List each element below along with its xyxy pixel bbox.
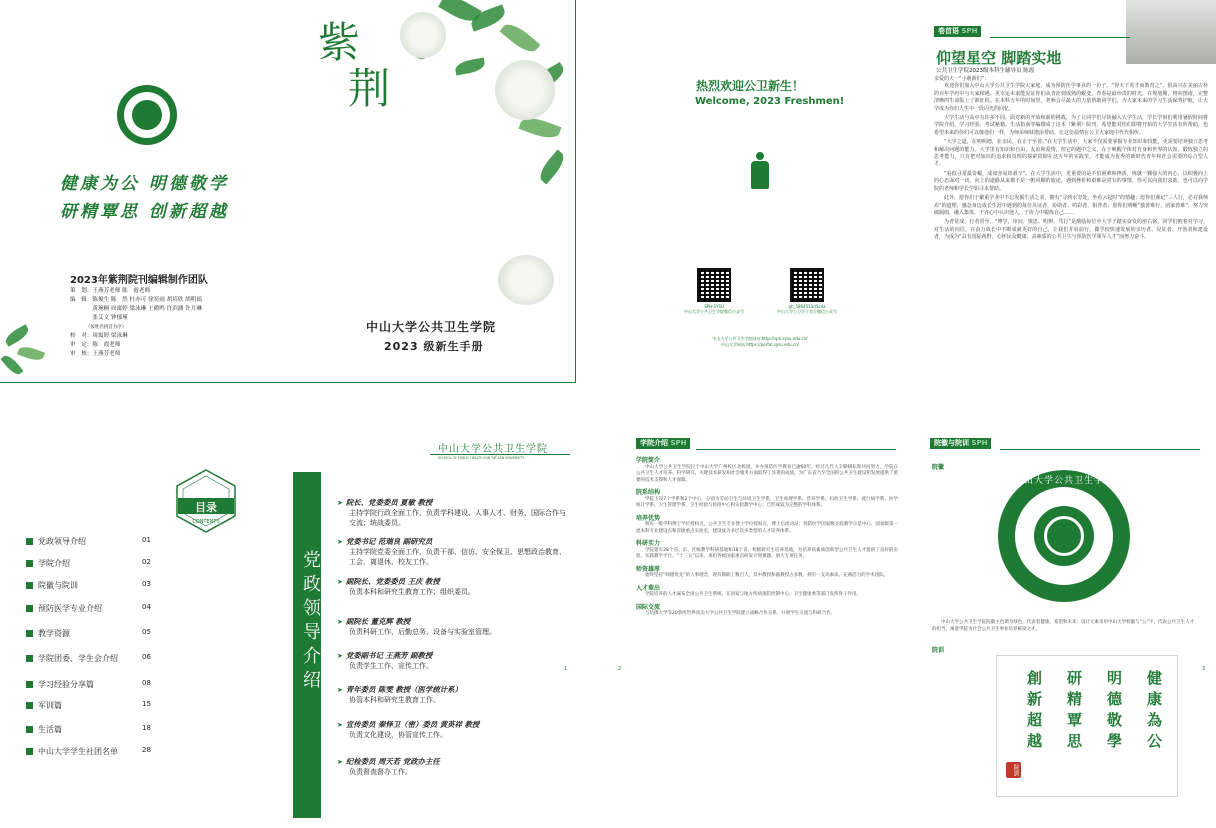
motto-column: 健康為公 xyxy=(1145,670,1163,754)
school-logo xyxy=(117,85,177,145)
emblem-ring-text: 中山大学公共卫生学院 xyxy=(1013,476,1114,486)
toc-item[interactable]: 学习经验分享篇 08 xyxy=(26,679,156,693)
team-row: 审 定：陈 霞老师 xyxy=(70,342,121,348)
preface-page xyxy=(930,0,1216,383)
leaders-school-cn: 中山大学公共卫生学院 xyxy=(438,444,548,455)
page-number: 3 xyxy=(1202,666,1206,672)
team-row: 编 辑：陈俊生 陈 然 杜亦可 徐奕雨 胡培欣 胡明瑶 xyxy=(70,297,202,303)
team-row: （按姓名拼音为序） xyxy=(70,325,127,330)
leader-item: ➤ 院长、党委委员 夏敏 教授 主持学院行政全面工作，负责学科建设、人事人才、财务、国际合作与交流；统战委员。 xyxy=(337,498,566,527)
preface-byline: 公共卫生学院2023级本科生辅导员 陈霞 xyxy=(936,68,1035,74)
intro-heading: 师资雄厚 xyxy=(636,565,661,573)
cover-school-name: 中山大学公共卫生学院 xyxy=(366,320,497,334)
motto-column: 創新超越 xyxy=(1025,670,1043,754)
leader-item: ➤ 青年委员 陈雯 教授（医学统计系） 协管本科和研究生教育工作。 xyxy=(337,685,462,704)
preface-greeting: 亲爱的大一“小萌新们”： xyxy=(934,76,990,82)
section-line xyxy=(1000,449,1200,450)
leader-item: ➤ 纪检委员 周天若 党政办主任 负责督查督办工作。 xyxy=(337,757,440,776)
section-line xyxy=(990,37,1130,38)
slogan-line-1: 健康为公 明德敬学 xyxy=(60,174,229,194)
leaf-decoration xyxy=(3,324,31,347)
toc-item[interactable]: 学院团委、学生会介绍 06 xyxy=(26,653,156,667)
intro-page xyxy=(610,430,910,828)
leaf-decoration xyxy=(0,353,23,378)
preface-paragraph: 此外，愿你们于繁重学业中不忘发掘生活之美，拥有“寻到水穷处，坐看云起时”的情趣；愿你们谨记“三人行，必有我师焉”的道理，感念身边成长生涯中遇到的每位贝证者、协助者、鸣彩者、相伴者；愿你们明晰“独善难行，团家善难”，努力突破隔阂，融入集体，于齐心中认识他人，于协力中锻炼自己…… xyxy=(934,195,1208,216)
school-emblem xyxy=(998,470,1130,602)
preface-paragraph: “看似寻常最奇崛，成如容易却艰辛”。在大学生活中，更重要的是不怕困难和挫折，练就一颗强大的内心，以积极向上的心态面对一切。向上的道路从来都不是一帆风顺的旅途，遇到挫折和艰难是常有的事情，你可以向我们求助，也可以向学院的老师和学长学姐寻求帮助。 xyxy=(934,170,1208,192)
team-title: 2023年紫荆院刊编辑制作团队 xyxy=(70,275,208,286)
emblem-description: 中山大学公共卫生学院院徽主色调为绿色，代表着健康、希望和未来；设计元素采用中山大学校徽与“公”字，代表公共卫生人才的担当，寓意学院为社会公共卫生事业培养栋梁之才。 xyxy=(932,620,1194,632)
toc-item[interactable]: 军训篇 15 xyxy=(26,700,156,714)
toc-item[interactable]: 学院介绍 02 xyxy=(26,558,156,572)
leader-item: ➤ 党委书记 范瑞良 副研究员 主持学院党委全面工作，负责干部、信访、安全保卫、思想政治教育、工会、离退休、校友工作。 xyxy=(337,537,566,566)
intro-heading: 院系结构 xyxy=(636,489,661,496)
intro-heading: 培养优势 xyxy=(636,514,661,522)
intro-paragraph: 中山大学公共卫生学院位于中山大学广州校区北校园，并办预防医学教育已逾60年。经过几代人辛勤耕耘和共同努力，学院在公共卫生人才培养、科学研究、关键技术研发和社会服务方面取得了显著的成绩，为广东省乃至全国的公共卫生建设和发展提供了重要的技术支撑和人才保障。 xyxy=(636,464,898,483)
toc-page xyxy=(0,440,290,828)
motto-column: 明德敬學 xyxy=(1105,670,1123,754)
qr1-caption: SPH-SYSU 中山大学公共卫生学院微信公众号 xyxy=(684,304,744,314)
qr-code-students xyxy=(790,268,824,302)
website-links xyxy=(670,336,850,347)
section-tag: 学院介绍 SPH xyxy=(636,438,690,449)
toc-subtitle: CONTENTS xyxy=(192,519,220,525)
intro-heading: 人才辈出 xyxy=(636,584,661,592)
team-row: 审 核：王燕芳老师 xyxy=(70,351,121,357)
team-row: 策 划：王燕芳老师 陈 霞老师 xyxy=(70,288,151,294)
intro-paragraph: 学院建有28个省、市、区级教学科研基地和18个省、校级研究生培养基地，为培养高素质创新型公共卫生人才提供了良好的实验、实践教学平台。“十三五”以来，承担各级国家重点研发计划课题、重大专项任务。 xyxy=(636,547,898,559)
intro-heading: 学院简介 xyxy=(636,457,661,464)
preface-paragraph: 大学生活与高中有许多不同。面对新的开始和新的挑战，为了让同学们尽快融入大学生活，学长学姐们利用暑假时间将学院介绍、学习经验、考试秘籍、生活指南等编撰成了这本《紫荆》院刊，希望能对你们即将开始的大学生活有所帮助，也希望未来的你们可以像他们一样，为师弟师妹增添帮助，让这份温情在公卫大家庭中代代相传。 xyxy=(934,115,1208,136)
cover-slogan xyxy=(60,170,229,226)
team-row: 张艾文 钟郁瑾 xyxy=(70,315,128,321)
emblem-page xyxy=(926,430,1216,828)
cover-title: 紫 荆 xyxy=(318,18,391,113)
leaf-decoration xyxy=(536,149,569,184)
flower-decoration xyxy=(400,12,446,58)
leader-item: ➤ 副院长、党委委员 王庆 教授 负责本科和研究生教育工作；组织委员。 xyxy=(337,577,475,596)
welcome-subtitle: Welcome, 2023 Freshmen! xyxy=(695,96,845,107)
toc-title: 目录 xyxy=(195,501,217,514)
welcome-page xyxy=(630,0,886,383)
leader-item: ➤ 副院长 董克辉 教授 负责科研工作、后勤总务、设备与实验室管理。 xyxy=(337,617,496,636)
emblem-heading: 院徽 xyxy=(932,464,945,471)
header-line xyxy=(430,454,570,455)
team-row: 黄琬桐 周寓婷 梁泳琳 王鹤鸣 许滨涵 许月琳 xyxy=(70,306,202,312)
intro-heading: 国际交流 xyxy=(636,603,661,611)
section-tag: 卷首语 SPH xyxy=(934,26,981,37)
flower-decoration xyxy=(495,60,555,120)
section-tag: 院徽与院训 SPH xyxy=(930,438,991,449)
motto-heading: 院训 xyxy=(932,647,945,654)
preface-body xyxy=(934,76,1208,242)
website-link[interactable]: 中山大学网站:https://portal.sysu.edu.cn/ xyxy=(721,341,799,347)
page-number: 1 xyxy=(564,666,568,672)
intro-body xyxy=(636,458,898,618)
intro-paragraph: 与哈佛大学等20余所世界顶尖大学公共卫生学院建立战略合作关系，开展学生交流与科研合作。 xyxy=(645,611,836,616)
motto-column: 研精覃思 xyxy=(1065,670,1083,754)
cover-handbook: 2023 级新生手册 xyxy=(384,340,484,353)
leader-item: ➤ 党委副书记 王燕芳 副教授 负责学生工作、宣传工作。 xyxy=(337,651,433,670)
leaf-decoration xyxy=(17,344,45,363)
page-number: 2 xyxy=(618,666,622,672)
intro-paragraph: 始终坚持“师德优先”的人事理念，现有教职工数百人，其中教授和副教授占多数，拥有一支高素质、充满活力的学术团队。 xyxy=(645,573,889,578)
team-row: 校 对：周寓婷 梁泳琳 xyxy=(70,333,128,339)
qr-code-sph xyxy=(697,268,731,302)
toc-item[interactable]: 党政领导介绍 01 xyxy=(26,536,156,550)
qr2-caption: gh_5864513d5c4a 中山大学公卫学子官方微信公众号 xyxy=(777,304,837,314)
preface-paragraph: 为者常成，行者常至。“博学、审问、慎思、明辨、笃行”是激励每位中大学子踏实奋发的座右铭。同学们抱着对学习、对生活的向往，在奋力成长中不断成就更好的自己，让我们并肩前行，做学校快速发展的亲历者、见证者、开创者和建设者，为成为“具有国际视野、心怀民众健康、高素质的公共卫生与预防医学领军人才”而努力奋斗。 xyxy=(934,219,1208,241)
toc-item[interactable]: 预防医学专业介绍 04 xyxy=(26,603,156,617)
motto-seal: 院訓 xyxy=(1006,762,1021,778)
preface-paragraph: 欢迎你们加入中山大学公共卫生学院大家庭，成为预防医学事业的一份子。“得天下英才而教育之”，很高兴在美丽古朴的百年学府中与大家相遇。更幸运未来能见证你们从青涩到成熟的蜕变。青春是最珍贵的时光，在规划期，将向图南，完整清晰的生命版上了新征程。在本科五年的时间里，老师会尽最大的力量帮助同学们，为大家未来的学习生活保驾护航，让大学成为你们人生中一段闪光的回忆。 xyxy=(934,83,1208,112)
intro-heading: 科研实力 xyxy=(636,540,661,547)
leaders-school-en: SCHOOL OF PUBLIC HEALTH SUN YAT-SEN UNIVERSITY xyxy=(438,456,525,460)
leader-item: ➤ 宣传委员 秦怿卫（密）委员 黄英祥 教授 负责文化建设，协管宣传工作。 xyxy=(337,720,480,739)
toc-item[interactable]: 中山大学学生社团名单 28 xyxy=(26,746,156,760)
website-link[interactable]: 中山大学公共卫生学院网站:http://sph.sysu.edu.cn/ xyxy=(712,336,808,341)
leaders-vertical-title: 党政领导介绍 xyxy=(300,550,321,694)
section-line xyxy=(696,449,896,450)
intro-paragraph: 学院下设7个学系和2个中心，分别为劳动卫生与环境卫生学系、卫生毒理学系、营养学系、妇幼卫生学系、流行病学系、医学统计学系、卫生管理学系，卫生检验与检疫中心和实验教学中心；已形成较为完整的学科体系。 xyxy=(636,496,898,508)
slogan-line-2: 研精覃思 创新超越 xyxy=(60,202,229,222)
intro-paragraph: 拥有一级学科博士学位授权点，公共卫生专业博士学位授权点，博士后流动站；预防医学国家级实验教学示范中心，国家级第一流本科专业建设点和省级重点实验室，建设成为多层次多类型的人才培养体系。 xyxy=(636,522,898,534)
preface-paragraph: “大学之道，在明明德，在亲民，在止于至善。”在大学生活中，大家不仅需要掌握专业知识和技能，更需要培养独立思考和解决问题的能力。大学里有知识和自由，友谊和爱情，但它的题中之义，在于唤醒个体对自身和世界的认知，锻炼独立的思考能力，只有把对知识的追求和真理的探索贯彻在这五年的实践里，才能成为优秀的新时代青年和社会需要的综合型人才。 xyxy=(934,139,1208,168)
campus-photo xyxy=(1126,0,1216,64)
flower-decoration xyxy=(498,255,554,305)
toc-item[interactable]: 生活篇 18 xyxy=(26,724,156,738)
leaf-decoration xyxy=(454,57,486,75)
statue-silhouette xyxy=(751,152,769,189)
leaders-page xyxy=(290,430,580,828)
cover-page xyxy=(0,0,576,383)
toc-item[interactable]: 教学资源 05 xyxy=(26,628,156,642)
toc-item[interactable]: 院徽与院训 03 xyxy=(26,580,156,594)
welcome-title: 热烈欢迎公卫新生！ xyxy=(696,79,805,93)
team-list xyxy=(70,287,202,359)
preface-title: 仰望星空 脚踏实地 xyxy=(936,49,1062,67)
leaf-decoration xyxy=(500,19,541,57)
intro-paragraph: 学院培养的人才遍布全国公共卫生系统，在国家与地方疾病预防控制中心、卫生健康委等部门发挥骨干作用。 xyxy=(645,592,861,597)
